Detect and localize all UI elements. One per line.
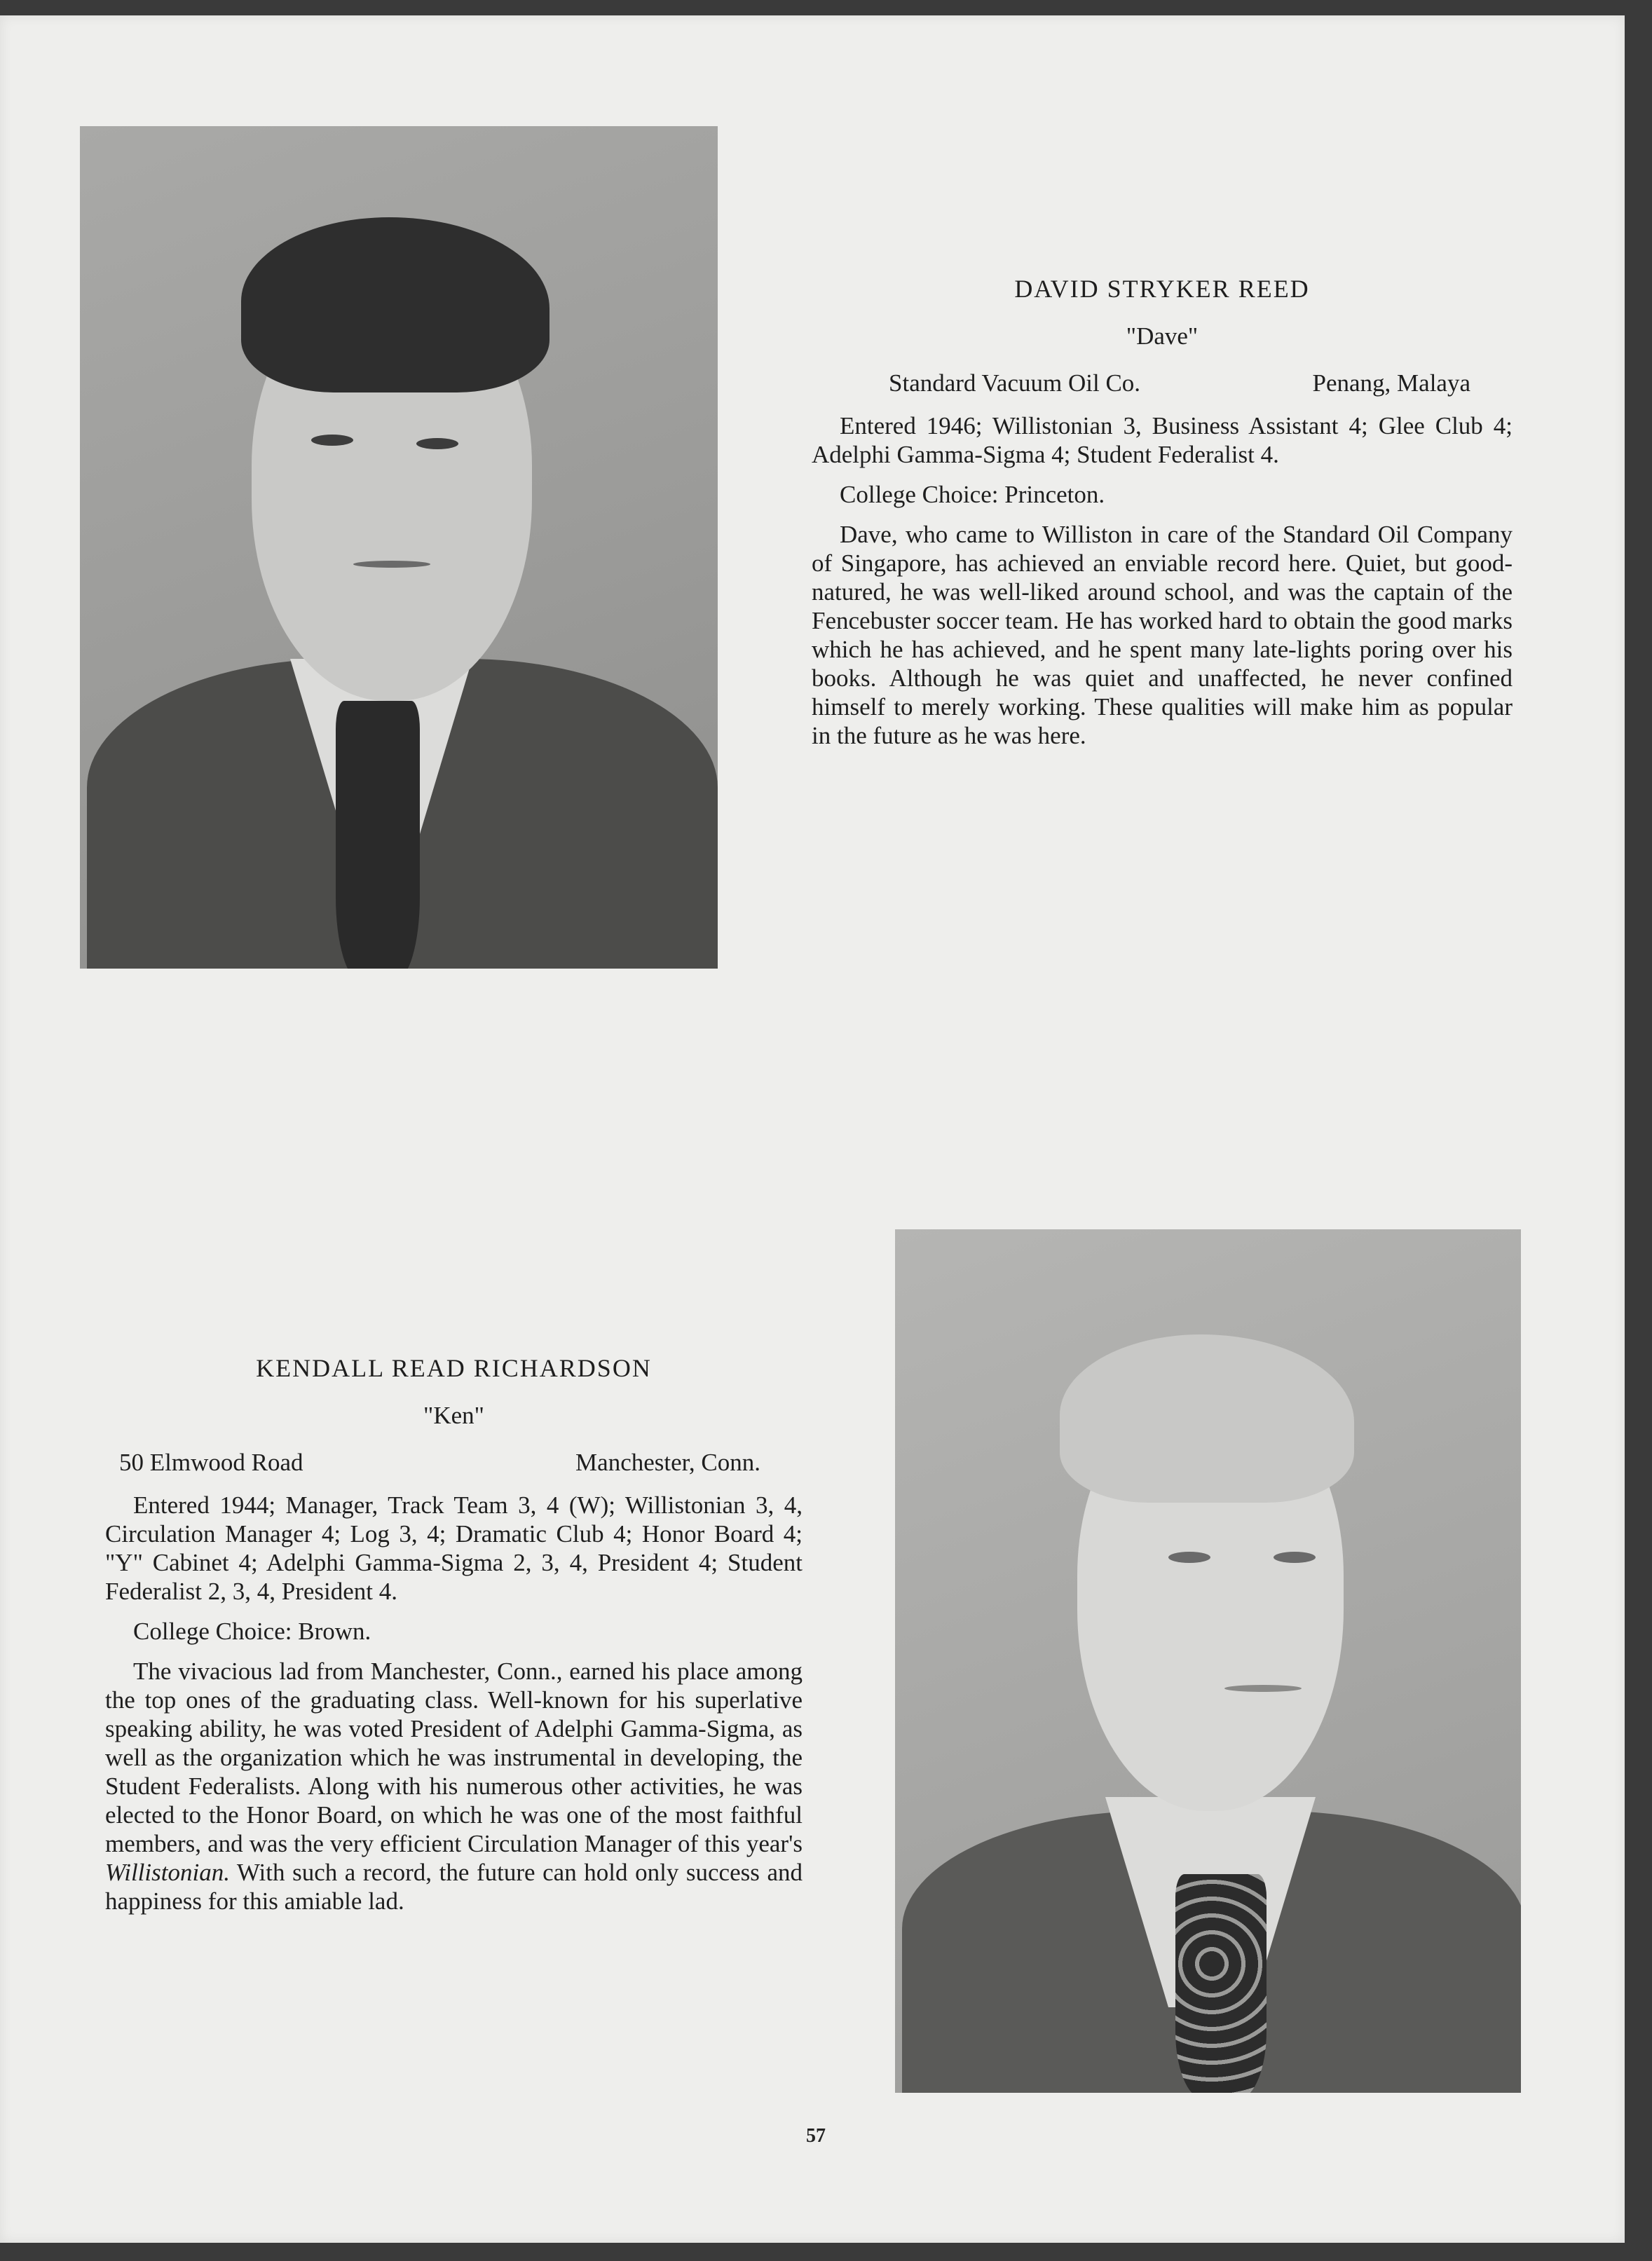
page-number: 57: [806, 2125, 826, 2147]
student-bio: Dave, who came to Williston in care of the Standard Oil Company of Singapore, has achieved an enviable record here. Quiet, but good-natured, he was well-liked around school, and was the captain of the Fencebuster soccer team. He has worked hard to obtain the good marks which he has achieved, and he spent many late-lights poring over his books. Although he was quiet and unaffected, he never confined himself to merely working. These qualities will make him as popular in the future as he was here.: [812, 521, 1513, 749]
college-choice: College Choice: Brown.: [133, 1618, 371, 1645]
right-eye-shape: [1274, 1552, 1316, 1563]
address-left: Standard Vacuum Oil Co.: [889, 369, 1141, 397]
hair-shape: [1060, 1334, 1354, 1503]
student-name: KENDALL READ RICHARDSON: [256, 1354, 652, 1382]
bio-text-end: With such a record, the future can hold only success and happiness for this amiable lad.: [105, 1859, 803, 1915]
tie-shape: [336, 701, 420, 969]
mouth-shape: [1224, 1685, 1302, 1692]
student-nickname: "Dave": [1126, 322, 1199, 350]
right-eye-shape: [416, 438, 458, 449]
yearbook-page: [0, 15, 1625, 2243]
student-activities: Entered 1946; Willistonian 3, Business Assistant 4; Glee Club 4; Adelphi Gamma-Sigma 4; Student Federalist 4.: [812, 412, 1513, 468]
left-eye-shape: [311, 435, 353, 446]
student-address: [812, 369, 1513, 397]
portrait-photo-richardson: [895, 1229, 1521, 2093]
student-activities: Entered 1944; Manager, Track Team 3, 4 (W); Willistonian 3, 4, Circulation Manager 4; Log 3, 4; Dramatic Club 4; Honor Board 4; "Y" Cabinet 4; Adelphi Gamma-Sigma 2, 3, 4, President 4; Student Federalist 2, 3, 4, President 4.: [105, 1491, 803, 1605]
hair-shape: [241, 217, 549, 392]
portrait-photo-reed: [80, 126, 718, 969]
address-right: Penang, Malaya: [1312, 369, 1470, 397]
bio-text: The vivacious lad from Manchester, Conn., earned his place among the top ones of the graduating class. Well-known for his superlative speaking ability, he was voted President of Adelphi Gamma-Sigma, as well as the organization which he was instrumental in developing, the Student Federalists. Along with his numerous other activities, he was elected to the Honor Board, on which he was one of the most faithful members, and was the very efficient Circulation Manager of this year's: [105, 1658, 803, 1857]
address-left: 50 Elmwood Road: [119, 1449, 303, 1476]
left-eye-shape: [1168, 1552, 1210, 1563]
college-choice: College Choice: Princeton.: [840, 481, 1105, 508]
student-name: DAVID STRYKER REED: [1014, 275, 1310, 303]
student-entry-richardson: [105, 1354, 803, 1927]
tie-shape: [1175, 1874, 1267, 2093]
student-address: [105, 1448, 803, 1477]
student-entry-reed: [812, 275, 1513, 761]
student-bio: [105, 1657, 803, 1915]
student-nickname: "Ken": [423, 1402, 484, 1429]
bio-italic-title: Willistonian.: [105, 1859, 230, 1886]
address-right: Manchester, Conn.: [575, 1449, 760, 1476]
mouth-shape: [353, 561, 430, 568]
